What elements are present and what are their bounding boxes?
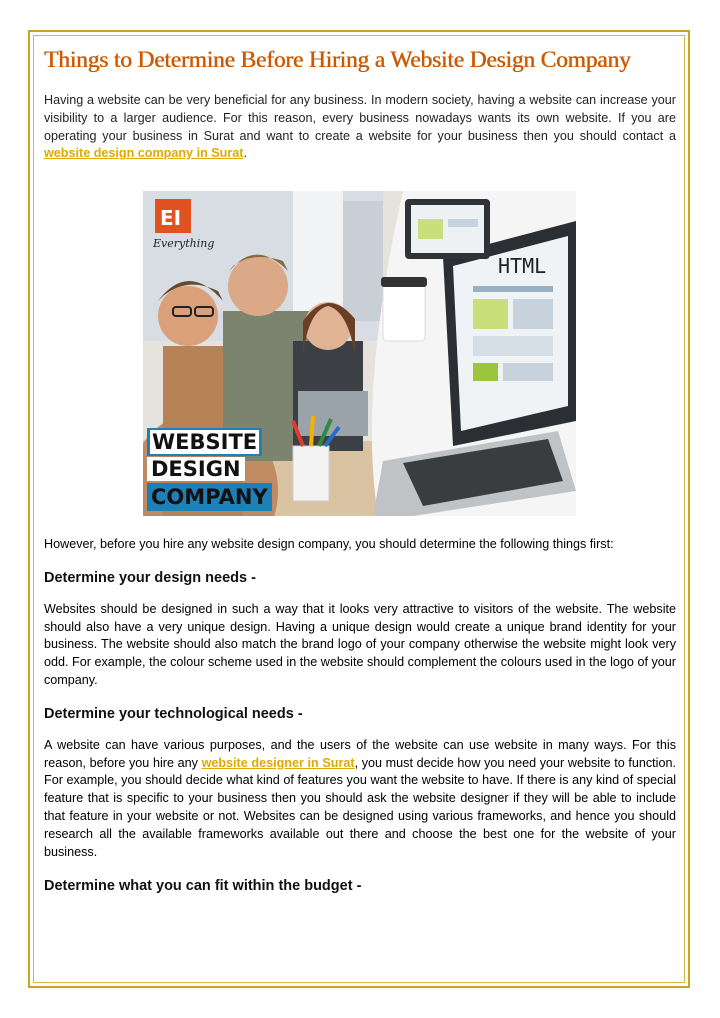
logo-text: Everything [153,237,215,250]
tech-text-end: , you must decide how you need your website to function. For example, you should decide what kind of features you want the website to have. If there is any kind of special feature that is specific to your business then you should ask the website designer if they will be able to include that feature in your website or not. Websites can be designed using various frameworks, and hence you should research all the available frameworks available out there and choose the best one for the website of your business. [44,755,676,859]
intro-paragraph [44,92,676,163]
website-designer-link[interactable]: website designer in Surat [201,755,355,770]
section-body-tech [44,737,676,862]
intro-text: Having a website can be very beneficial for any business. In modern society, having a website can increase your visibility to a larger audience. For this reason, every business nowadays wants its own website. If you are operating your business in Surat and want to create a website for your business then you should contact a [44,93,676,143]
section-heading-tech: Determine your technological needs - [44,705,303,722]
hero-image [143,191,576,516]
overlay-label-company: COMPANY [147,483,272,511]
section-body-design: Websites should be designed in such a way that it looks very attractive to visitors of the website. The website should also have a very unique design. Having a unique design would create a unique brand identity for your business. The website should also match the brand logo of your company otherwise the website might look very odd. For example, the colour scheme used in the website should complement the colours used in the logo of your company. [44,601,676,687]
document-content [44,44,676,163]
intro-text-end: . [243,146,247,161]
lead-paragraph: However, before you hire any website design company, you should determine the following things first: [44,537,614,551]
overlay-label-design: DESIGN [147,457,245,481]
lower-content [44,536,676,894]
screen-html-text: HTML [498,254,547,278]
section-heading-budget: Determine what you can fit within the budget - [44,878,362,895]
overlay-label-website: WEBSITE [147,428,262,456]
website-design-company-link[interactable]: website design company in Surat [44,146,244,161]
tech-text: A website can have various purposes, and the users of the website can use website in many ways. For this reason, before you hire any [44,737,676,770]
logo-mark: EI [160,206,182,230]
document-title: Things to Determine Before Hiring a Website Design Company [44,47,631,73]
section-heading-design: Determine your design needs - [44,569,256,586]
